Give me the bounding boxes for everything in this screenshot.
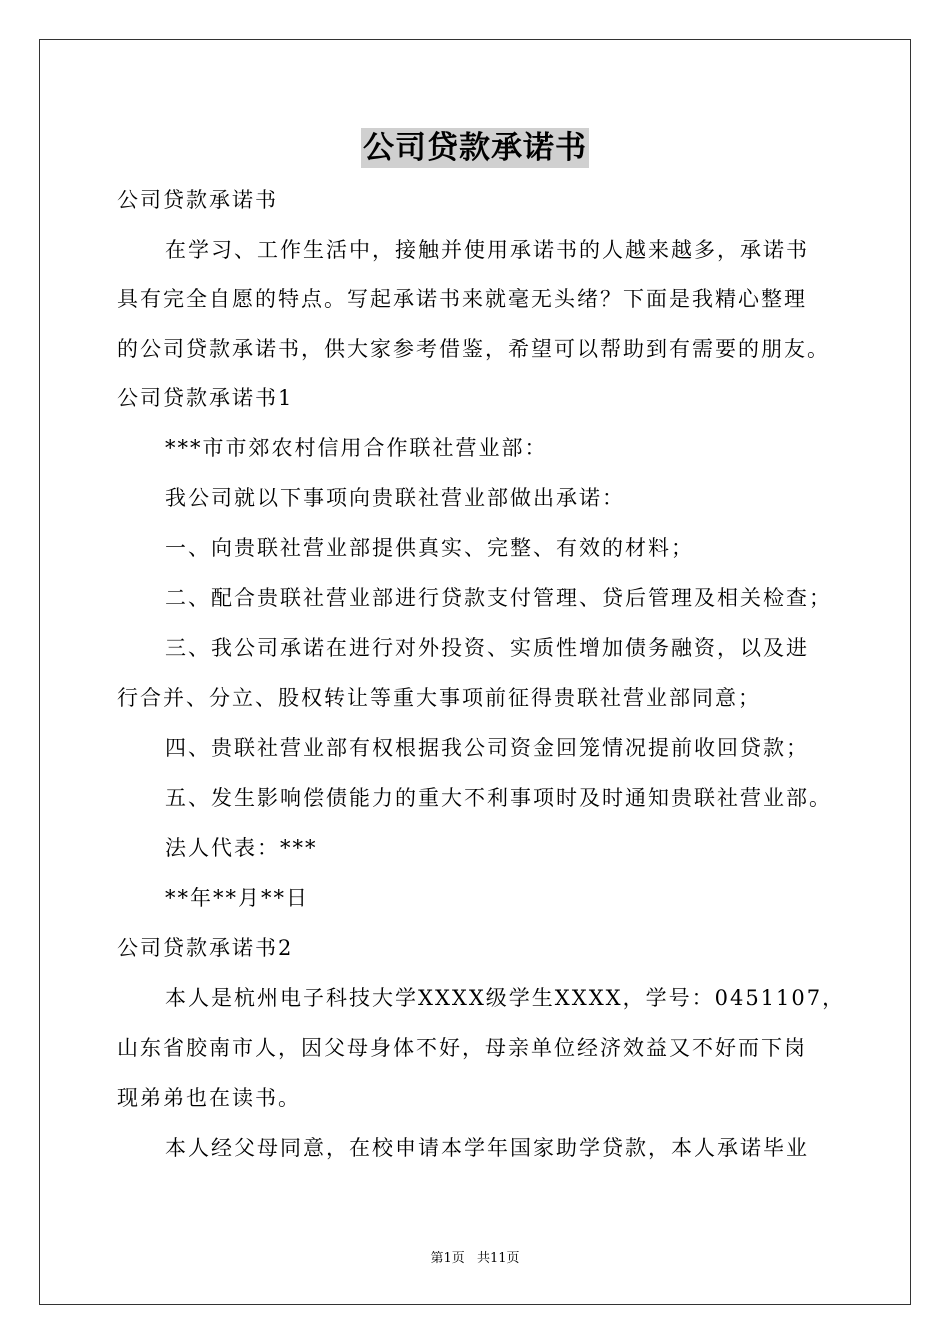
paragraph-line: 我公司就以下事项向贵联社营业部做出承诺： <box>165 486 625 510</box>
paragraph-line: 山东省胶南市人，因父母身体不好，母亲单位经济效益又不好而下岗 <box>117 1036 807 1060</box>
page-footer <box>0 1247 950 1266</box>
paragraph-line: 五、发生影响偿债能力的重大不利事项时及时通知贵联社营业部。 <box>165 786 832 810</box>
paragraph-line: 三、我公司承诺在进行对外投资、实质性增加债务融资，以及进 <box>165 636 809 660</box>
paragraph-line: 本人是杭州电子科技大学XXXX级学生XXXX，学号：0451107， <box>165 986 846 1010</box>
paragraph-line: 现弟弟也在读书。 <box>117 1086 301 1110</box>
paragraph-line: 行合并、分立、股权转让等重大事项前征得贵联社营业部同意； <box>117 686 761 710</box>
page-border <box>39 39 911 1305</box>
section-heading: 公司贷款承诺书2 <box>117 936 294 960</box>
paragraph-line: ***市市郊农村信用合作联社营业部： <box>165 436 548 460</box>
paragraph-line: 四、贵联社营业部有权根据我公司资金回笼情况提前收回贷款； <box>165 736 809 760</box>
title-wrapper <box>0 128 950 168</box>
document-title: 公司贷款承诺书 <box>363 130 587 166</box>
section-heading: 公司贷款承诺书1 <box>117 386 294 410</box>
paragraph-line: 在学习、工作生活中，接触并使用承诺书的人越来越多，承诺书 <box>165 238 809 262</box>
paragraph-line: 的公司贷款承诺书，供大家参考借鉴，希望可以帮助到有需要的朋友。 <box>117 337 830 361</box>
paragraph-line: 具有完全自愿的特点。写起承诺书来就毫无头绪？下面是我精心整理 <box>117 287 807 311</box>
total-pages: 共11页 <box>476 1251 520 1266</box>
paragraph-line: 二、配合贵联社营业部进行贷款支付管理、贷后管理及相关检查； <box>165 586 832 610</box>
subheading: 公司贷款承诺书 <box>117 188 278 212</box>
signature-line: 法人代表：*** <box>165 836 318 860</box>
paragraph-line: 本人经父母同意，在校申请本学年国家助学贷款，本人承诺毕业 <box>165 1136 809 1160</box>
paragraph-line: 一、向贵联社营业部提供真实、完整、有效的材料； <box>165 536 694 560</box>
date-line: **年**月**日 <box>165 886 309 910</box>
page-number: 第1页 <box>430 1251 465 1266</box>
